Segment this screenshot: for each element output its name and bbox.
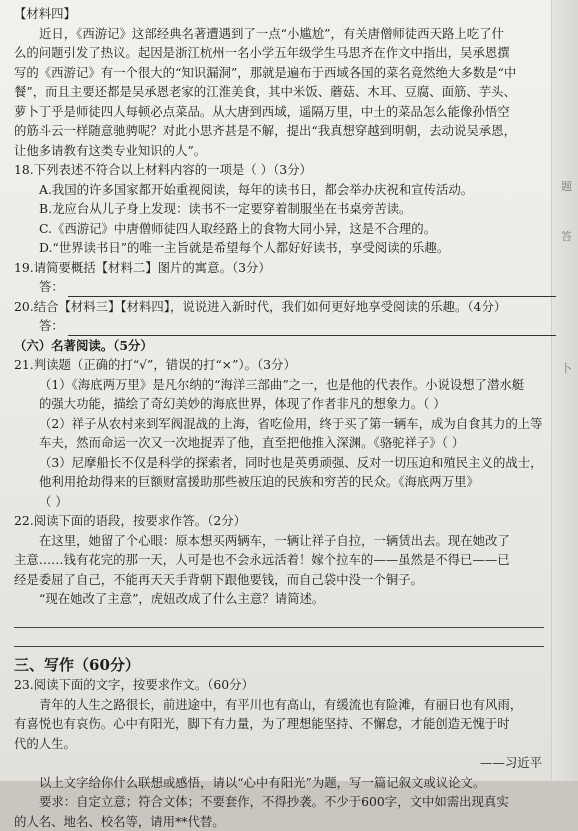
material4-line: 近日，《西游记》这部经典名著遭遇到了一点“小尴尬”，有关唐僧师徒西天路上吃了什 [14,24,554,44]
q20-answer-label: 答： [39,318,64,333]
material4-line: 的筋斗云一样随意驰骋呢？对此小思齐甚是不解，提出“我真想穿越到明朝，去动说吴承恩， [14,121,554,141]
q22-answer-line[interactable] [14,609,544,628]
part3-title: 三、写作（60分） [14,656,554,676]
q18-option-b: B.龙应台从儿子身上发现：读书不一定要穿着制服坐在书桌旁苦读。 [14,199,554,219]
q21-line: （3）尼摩船长不仅是科学的探索者，同时也是英勇顽强、反对一切压迫和殖民主义的战士， [14,453,554,473]
q19-answer-label: 答： [39,279,64,294]
q22-answer-line[interactable] [14,628,544,647]
q23-stem: 23.阅读下面的文字，按要求作文。（60分） [14,675,554,695]
material4-line: 餐”，而且主要还都是吴承恩老家的江淮美食，其中米饭、蘑菇、木耳、豆腐、面筋、芋头、 [14,82,554,102]
q22-line: 经是委屈了自己，不能再天天手背朝下跟他要钱，而自己袋中没一个铜子。 [14,570,554,590]
q19-stem: 19.请简要概括【材料二】图片的寓意。（3分） [14,258,554,278]
q21-line: 的强大功能，描绘了奇幻美妙的海底世界，体现了作者非凡的想象力。（ ） [14,394,554,414]
q21-line: 他利用抢劫得来的巨额财富援助那些被压迫的民族和穷苦的民众。《海底两万里》 [14,472,554,492]
part6-title: （六）名著阅读。（5分） [14,336,554,356]
q23-quote-line: 代的人生。 [14,734,554,754]
margin-char: 卜 [561,360,572,376]
q22-stem: 22.阅读下面的语段，按要求作答。（2分） [14,511,554,531]
q22-line: “现在她改了主意”，虎妞改成了什么主意？请简述。 [14,589,554,609]
q21-stem: 21.判读题（正确的打“√”，错误的打“×”）。（3分） [14,355,554,375]
q23-task-line: 要求：自定立意；符合文体；不要套作，不得抄袭。不少于600字，文中如需出现真实 [14,792,554,812]
margin-char: 题 [561,178,572,194]
exam-content [14,4,554,831]
material4-line: 写的《西游记》有一个很大的“知识漏洞”，那就是遍布于西域各国的菜名竟然绝大多数是“中 [14,63,554,83]
binding-margin [551,0,578,781]
q21-line: （ ） [14,492,554,512]
q20-answer-line[interactable] [68,321,556,336]
q22-line: 在这里，她留了个心眼：原本想买两辆车，一辆让祥子自拉，一辆赁出去。现在她改了 [14,531,554,551]
q18-stem: 18.下列表述不符合以上材料内容的一项是（ ）（3分） [14,160,554,180]
q23-quote-line: 青年的人生之路很长，前进途中，有平川也有高山，有缓流也有险滩，有丽日也有风雨， [14,695,554,715]
material4-line: 么的问题引发了热议。起因是浙江杭州一名小学五年级学生马思齐在作文中指出，吴承恩撰 [14,43,554,63]
q19-answer-line[interactable] [68,282,556,297]
material4-title: 【材料四】 [14,4,554,24]
q20-answer-row [14,316,554,336]
q21-line: 车夫，然而命运一次又一次地捉弄了他，直至把他推入深渊。《骆驼祥子》（ ） [14,433,554,453]
material4-line: 让他多请教有这类专业知识的人”。 [14,141,554,161]
q23-task-line: 的人名、地名、校名等，请用**代替。 [14,812,554,831]
q18-option-a: A.我国的许多国家都开始重视阅读，每年的读书日，都会举办庆祝和宣传活动。 [14,180,554,200]
q23-task-line: 以上文字给你什么联想或感悟，请以“心中有阳光”为题，写一篇记叙文或议论文。 [14,773,554,793]
spacer [14,647,554,653]
q22-line: 主意……钱有花完的那一天，人可是也不会永远活着！嫁个拉车的——虽然是不得已——已 [14,550,554,570]
q18-option-c: C.《西游记》中唐僧师徒四人取经路上的食物大同小异，这是不合理的。 [14,219,554,239]
q21-line: （2）祥子从农村来到军阀混战的上海，省吃俭用，终于买了第一辆车，成为自食其力的上等 [14,414,554,434]
q23-signature: ——习近平 [14,753,554,773]
q21-line: （1）《海底两万里》是凡尔纳的“海洋三部曲”之一，也是他的代表作。小说设想了潜水艇 [14,375,554,395]
margin-char: 答 [561,228,572,244]
q19-answer-row [14,277,554,297]
q23-quote-line: 有喜悦也有哀伤。心中有阳光，脚下有力量，为了理想能坚持、不懈怠，才能创造无愧于时 [14,714,554,734]
q20-stem: 20.结合【材料三】【材料四】，说说进入新时代，我们如何更好地享受阅读的乐趣。（4分） [14,297,554,317]
material4-line: 萝卜丁乎是师徒四人每顿必点菜品。从大唐到西域，遥隔万里，中土的菜品怎么能像孙悟空 [14,102,554,122]
q18-option-d: D.“世界读书日”的唯一主旨就是希望每个人都好好读书，享受阅读的乐趣。 [14,238,554,258]
